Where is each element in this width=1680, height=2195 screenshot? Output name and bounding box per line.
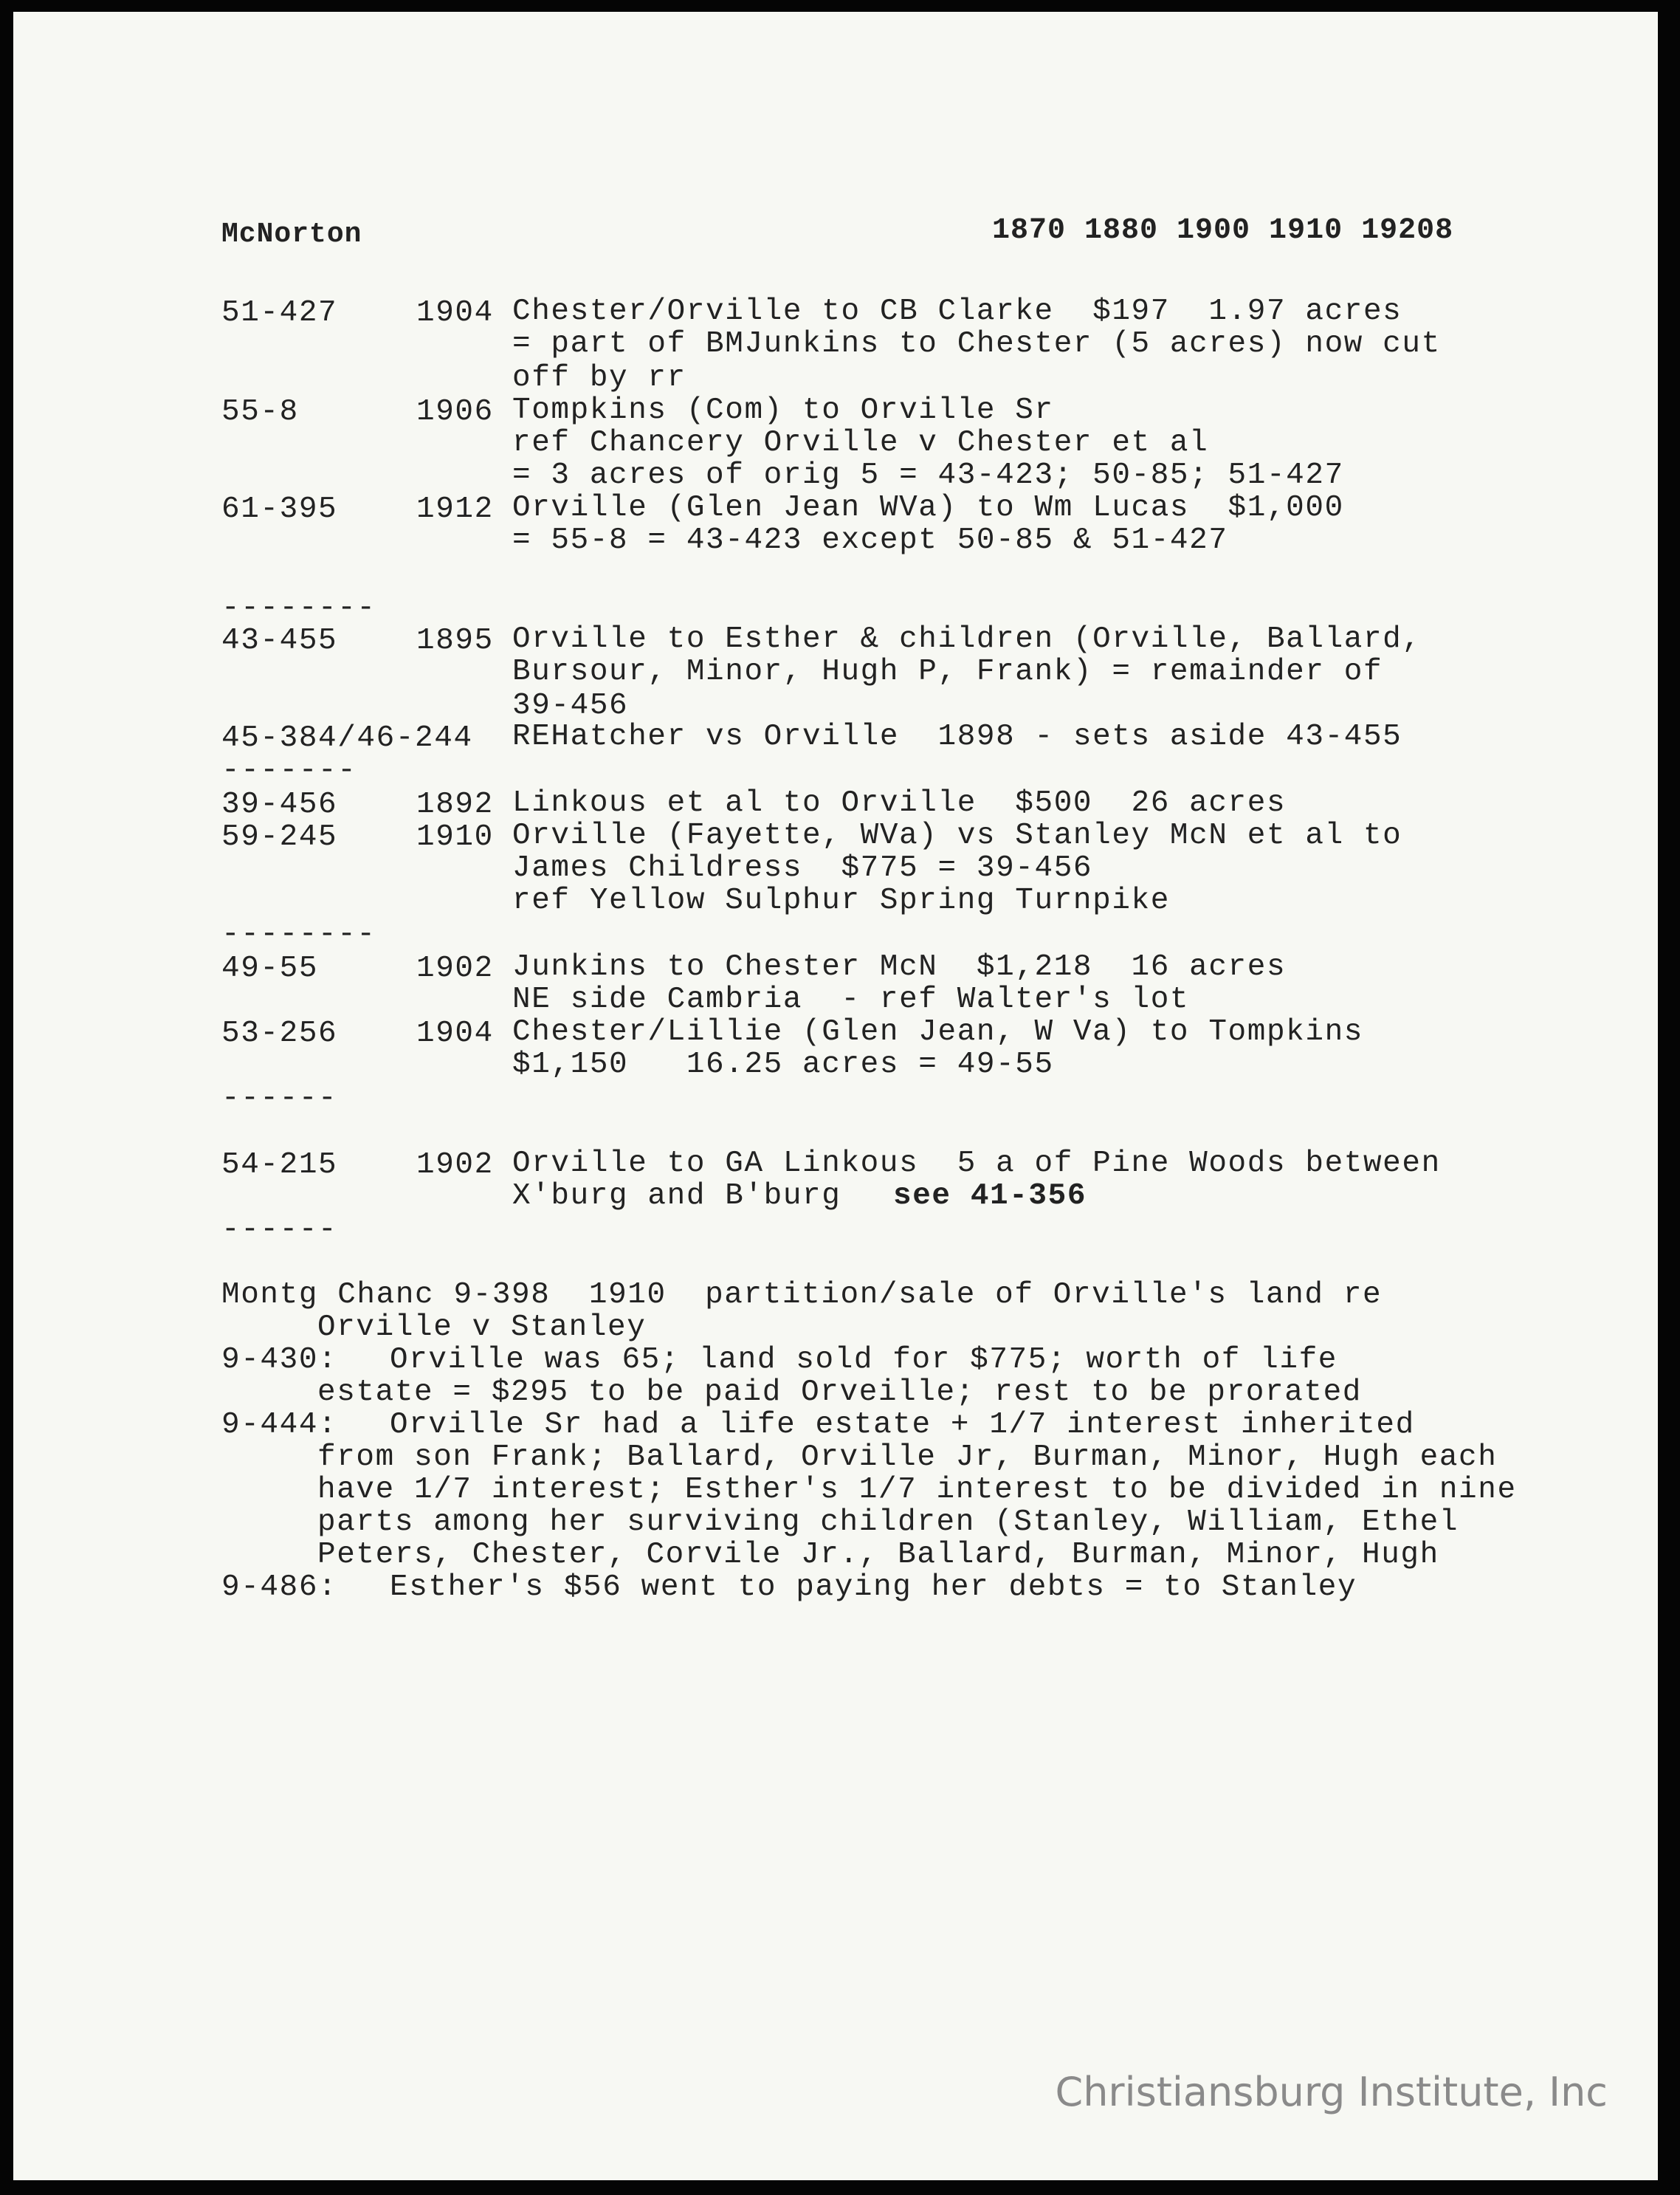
entry-ref: 39-456 [221,788,338,822]
entry-year: 1904 [416,1017,494,1051]
entry-line: Chester/Lillie (Glen Jean, W Va) to Tompkins [512,1015,1363,1049]
entry-line: Orville to Esther & children (Orville, Ballard, [512,622,1422,656]
entry-line: ref Chancery Orville v Chester et al [512,426,1209,460]
entry-line: NE side Cambria - ref Walter's lot [512,983,1190,1017]
entry-line: X'burg and B'burg [512,1179,841,1213]
entry-line: = 3 acres of orig 5 = 43-423; 50-85; 51-427 [512,458,1344,492]
note-line: Esther's $56 went to paying her debts = to Stanley [390,1570,1357,1604]
entry-year: 1910 [416,820,494,854]
entry-ref: 43-455 [221,624,338,658]
entry-ref: 49-55 [221,952,319,986]
see-reference: see 41-356 [893,1179,1087,1213]
entry-line: Tompkins (Com) to Orville Sr [512,394,1054,427]
entry-line: off by rr [512,361,686,395]
separator: ------ [221,1082,338,1116]
note-ref: 9-444: [221,1408,338,1442]
entry-line: = 55-8 = 43-423 except 50-85 & 51-427 [512,523,1228,557]
note-line: Orville Sr had a life estate + 1/7 interest inherited [390,1408,1415,1442]
note-ref: 9-486: [221,1570,338,1604]
entry-line: Orville to GA Linkous 5 a of Pine Woods between [512,1147,1441,1181]
entry-ref: 51-427 [221,296,338,330]
separator: ------- [221,754,357,788]
entry-line: James Childress $775 = 39-456 [512,851,1093,885]
entry-line: Chester/Orville to CB Clarke $197 1.97 acres [512,295,1402,329]
note-ref: 9-430: [221,1343,338,1377]
entry-ref: 54-215 [221,1148,338,1182]
entry-year: 1906 [416,395,494,429]
note-line: Orville was 65; land sold for $775; worth of life [390,1343,1338,1377]
entry-year: 1902 [416,952,494,986]
document-page [13,12,1658,2180]
entry-year: 1895 [416,624,494,658]
entry-year: 1912 [416,492,494,526]
entry-line: $1,150 16.25 acres = 49-55 [512,1048,1054,1082]
note-line: parts among her surviving children (Stanley, William, Ethel [317,1505,1459,1539]
chancery-title-cont: Orville v Stanley [317,1311,647,1344]
separator: ------ [221,1213,338,1247]
watermark: Christiansburg Institute, Inc [1055,2069,1608,2115]
entry-ref: 45-384/46-244 [221,721,473,755]
entry-line: Linkous et al to Orville $500 26 acres [512,786,1287,820]
entry-line: Orville (Glen Jean WVa) to Wm Lucas $1,000 [512,491,1344,525]
entry-line: ref Yellow Sulphur Spring Turnpike [512,884,1170,918]
entry-year: 1892 [416,788,494,822]
entry-line: Orville (Fayette, WVa) vs Stanley McN et al to [512,819,1402,853]
census-years: 1870 1880 1900 1910 19208 [992,214,1454,247]
entry-line: Bursour, Minor, Hugh P, Frank) = remainder of [512,655,1383,689]
entry-year: 1902 [416,1148,494,1182]
entry-line: 39-456 [512,689,629,723]
entry-line: Junkins to Chester McN $1,218 16 acres [512,950,1287,984]
note-line: estate = $295 to be paid Orveille; rest to be prorated [317,1375,1363,1409]
entry-ref: 55-8 [221,395,299,429]
entry-line: REHatcher vs Orville 1898 - sets aside 43-455 [512,720,1402,754]
separator: -------- [221,918,376,952]
separator: -------- [221,591,376,625]
entry-ref: 61-395 [221,492,338,526]
chancery-title: Montg Chanc 9-398 1910 partition/sale of Orville's land re [221,1278,1383,1312]
note-line: from son Frank; Ballard, Orville Jr, Burman, Minor, Hugh each [317,1440,1498,1474]
entry-ref: 53-256 [221,1017,338,1051]
family-name: McNorton [221,219,362,250]
entry-year: 1904 [416,296,494,330]
note-line: Peters, Chester, Corvile Jr., Ballard, Burman, Minor, Hugh [317,1538,1439,1572]
note-line: have 1/7 interest; Esther's 1/7 interest to be divided in nine [317,1473,1517,1507]
entry-line: = part of BMJunkins to Chester (5 acres) now cut [512,327,1441,361]
entry-ref: 59-245 [221,820,338,854]
